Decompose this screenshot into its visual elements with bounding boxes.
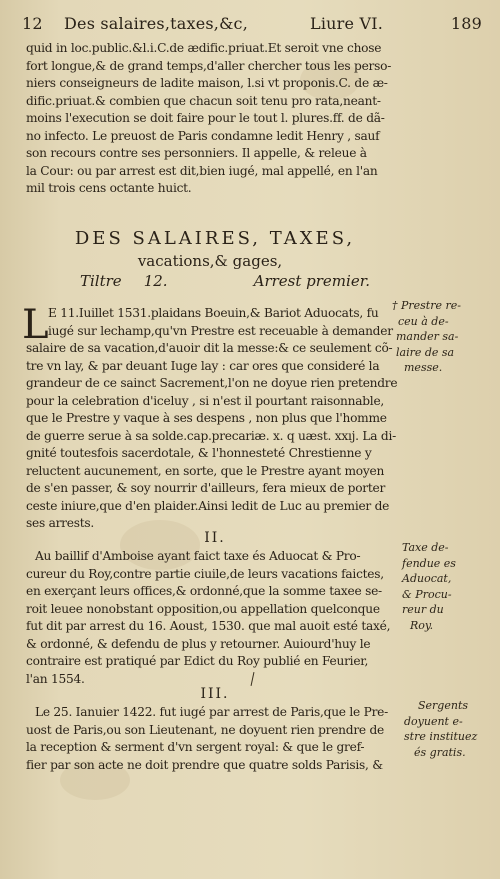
text-line: l'an 1554. xyxy=(26,671,85,686)
margin-line: fendue es xyxy=(402,556,456,570)
article-3-number: III. xyxy=(200,686,230,702)
margin-line: laire de sa xyxy=(396,345,455,359)
text-line: reluctent aucunement, en sorte, que le Prestre ayant moyen xyxy=(26,463,385,478)
drop-cap: L xyxy=(22,302,49,348)
margin-line: Taxe de- xyxy=(402,541,449,554)
text-line: fier par son acte ne doit prendre que quatre solds Parisis, & xyxy=(26,757,383,772)
margin-line: Sergents xyxy=(418,699,469,712)
section-subheading: vacations,& gages, xyxy=(137,252,283,270)
book-label: Liure VI. xyxy=(310,14,384,33)
text-line: pour la celebration d'iceluy , si n'est il pourtant raisonnable, xyxy=(26,393,385,408)
article-3-body xyxy=(26,704,414,774)
text-line: la Cour: ou par arrest est dit,bien iugé, mal appellé, en l'an xyxy=(26,163,378,178)
text-line: uost de Paris,ou son Lieutenant, ne doyuent rien prendre de xyxy=(26,722,384,737)
text-line: iugé sur lechamp,qu'vn Prestre est receuable à demander xyxy=(48,323,393,338)
title-row xyxy=(80,272,370,290)
text-line: dific.priuat.& combien que chacun soit tenu pro rata,neant- xyxy=(26,93,381,108)
running-title: Des salaires,taxes,&c, xyxy=(64,14,248,33)
text-line: de s'en passer, & soy nourrir d'ailleurs, fera mieux de porter xyxy=(26,481,386,495)
article-1-body xyxy=(26,340,414,533)
text-line: quid in loc.public.&l.i.C.de ædific.priuat.Et seroit vne chose xyxy=(26,41,382,55)
margin-line: reur du xyxy=(402,603,444,616)
continuation-paragraph xyxy=(26,40,434,198)
text-line: & ordonné, & defendu de plus y retourner. Auiourd'huy le xyxy=(26,636,371,651)
text-line: roit leuee nonobstant opposition,ou appellation quelconque xyxy=(26,601,380,616)
text-line: grandeur de ce sainct Sacrement,l'on ne doyue rien pretendre xyxy=(26,376,398,390)
margin-note-priest xyxy=(392,298,492,376)
text-line: en exerçant leurs offices,& ordonné,que la somme taxee se- xyxy=(26,584,382,598)
text-line: son recours contre ses personniers. Il appelle, & releue à xyxy=(26,146,367,160)
text-line: cureur du Roy,contre partie ciuile,de leurs vacations faictes, xyxy=(26,566,384,581)
margin-line: † Prestre re- xyxy=(392,299,461,312)
text-line: tre vn lay, & par deuant Iuge lay : car ores que consideré la xyxy=(26,358,380,373)
text-line: ses arrests. xyxy=(26,516,95,530)
running-header xyxy=(22,14,482,38)
title-number: 12. xyxy=(143,272,168,290)
margin-line: és gratis. xyxy=(414,745,466,759)
text-line: mil trois cens octante huict. xyxy=(26,181,192,195)
text-line: fort longue,& de grand temps,d'aller chercher tous les perso- xyxy=(26,58,392,73)
margin-line: messe. xyxy=(404,361,443,374)
margin-note-sergents xyxy=(404,698,500,760)
text-line: Le 25. Ianuier 1422. fut iugé par arrest de Paris,que le Pre- xyxy=(35,705,388,719)
text-line: la reception & serment d'vn sergent royal: & que le gref- xyxy=(26,740,365,754)
page-number: 12 xyxy=(22,14,43,33)
text-line: fut dit par arrest du 16. Aoust, 1530. que mal auoit esté taxé, xyxy=(26,619,391,633)
arrest-label: Arrest premier. xyxy=(253,272,370,290)
margin-line: doyuent e- xyxy=(404,714,463,728)
text-line: moins l'execution se doit faire pour le tout l. plures.ff. de dã- xyxy=(26,111,385,125)
text-line: E 11.Iuillet 1531.plaidans Boeuin,& Bariot Aduocats, fu xyxy=(48,306,379,320)
margin-line: stre instituez xyxy=(404,730,478,743)
text-line: ceste iniure,que d'en plaider.Ainsi ledit de Luc au premier de xyxy=(26,498,390,513)
text-line: de guerre serue à sa solde.cap.precariæ. x. q uæst. xxıj. La di- xyxy=(26,428,396,443)
text-line: no infecto. Le preuost de Paris condamne ledit Henry , sauf xyxy=(26,128,380,143)
folio-number: 189 xyxy=(450,14,482,33)
text-line: que le Prestre y vaque à ses despens , non plus que l'homme xyxy=(26,411,387,425)
margin-note-taxe xyxy=(402,540,500,633)
margin-line: mander sa- xyxy=(396,330,459,343)
margin-line: & Procu- xyxy=(402,587,452,601)
article-1-opening xyxy=(48,305,410,340)
section-heading: DES SALAIRES, TAXES, xyxy=(74,228,356,249)
margin-line: Roy. xyxy=(410,618,434,632)
article-2-number: II. xyxy=(204,530,226,546)
text-line: gnité toutesfois sacerdotale, & l'honnesteté Chrestienne y xyxy=(26,446,372,460)
margin-line: Aduocat, xyxy=(402,572,452,585)
margin-line: ceu à de- xyxy=(398,314,449,328)
article-2-body xyxy=(26,548,414,688)
text-line: contraire est pratiqué par Edict du Roy publié en Feurier, xyxy=(26,654,369,668)
text-line: salaire de sa vacation,d'auoir dit la messe:& ce seulement cõ- xyxy=(26,341,393,355)
title-label: Tiltre xyxy=(80,272,122,290)
text-line: niers conseigneurs de ladite maison, l.si vt proponis.C. de æ- xyxy=(26,76,388,90)
text-line: Au baillif d'Amboise ayant faict taxe és Aduocat & Pro- xyxy=(35,549,361,563)
